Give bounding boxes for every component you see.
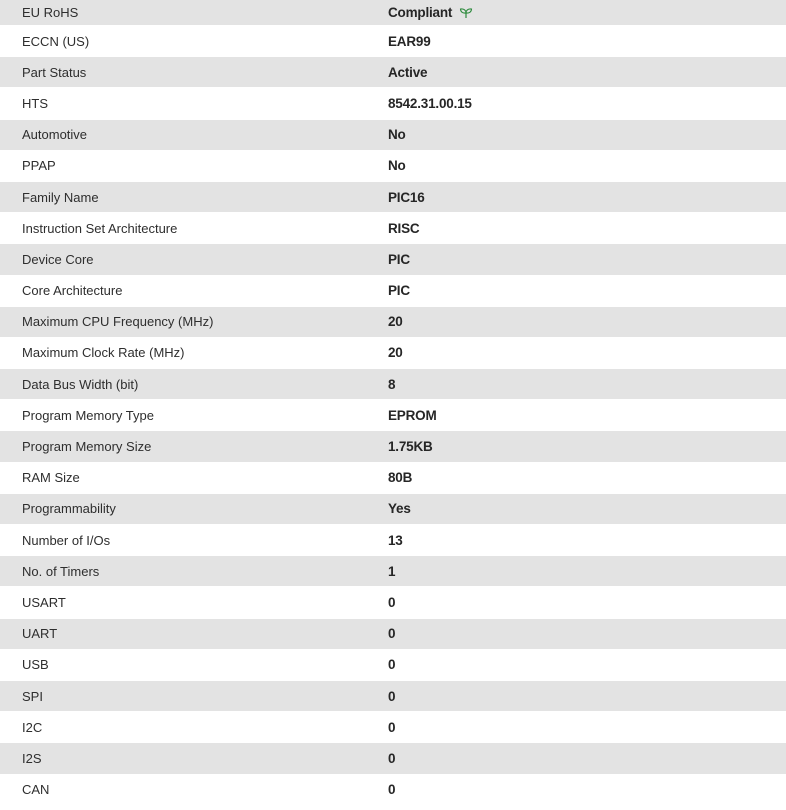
spec-row-isa xyxy=(0,213,786,244)
spec-row-usb xyxy=(0,650,786,681)
spec-label: USART xyxy=(22,594,66,610)
spec-value: 0 xyxy=(388,719,396,735)
spec-label: I2C xyxy=(22,719,43,735)
spec-row-i2s xyxy=(0,743,786,774)
spec-label: Automotive xyxy=(22,127,88,143)
spec-value: 80B xyxy=(388,470,413,486)
spec-label: RAM Size xyxy=(22,470,80,486)
spec-label: PPAP xyxy=(22,158,56,174)
spec-row-family-name xyxy=(0,182,786,213)
spec-value: No xyxy=(388,158,406,174)
spec-label: ECCN (US) xyxy=(22,33,90,49)
spec-row-part-status xyxy=(0,57,786,88)
spec-value: 0 xyxy=(388,657,396,673)
spec-label: Data Bus Width (bit) xyxy=(22,376,139,392)
spec-label: USB xyxy=(22,657,49,673)
spec-row-ppap xyxy=(0,151,786,182)
spec-row-eu-rohs xyxy=(0,0,786,26)
spec-label: SPI xyxy=(22,688,43,704)
spec-row-programmability xyxy=(0,494,786,525)
spec-label: EU RoHS xyxy=(22,5,79,20)
spec-row-uart xyxy=(0,619,786,650)
spec-label: Family Name xyxy=(22,189,99,205)
spec-value: 20 xyxy=(388,345,403,361)
spec-label: Core Architecture xyxy=(22,283,123,299)
spec-row-max-clock-rate xyxy=(0,338,786,369)
spec-label: HTS xyxy=(22,95,48,111)
spec-row-ram-size xyxy=(0,463,786,494)
spec-value: PIC16 xyxy=(388,189,425,205)
spec-value-text: Compliant xyxy=(388,5,453,20)
spec-value xyxy=(388,5,786,20)
spec-value: 20 xyxy=(388,314,403,330)
spec-row-i2c xyxy=(0,712,786,743)
spec-row-max-cpu-frequency xyxy=(0,307,786,338)
spec-row-timers xyxy=(0,556,786,587)
spec-label: UART xyxy=(22,626,58,642)
spec-label: Device Core xyxy=(22,251,94,267)
spec-value: No xyxy=(388,127,406,143)
spec-row-program-memory-size xyxy=(0,431,786,462)
spec-value: 0 xyxy=(388,782,396,798)
spec-label: CAN xyxy=(22,782,50,798)
spec-value: 13 xyxy=(388,532,403,548)
spec-value: Active xyxy=(388,64,428,80)
spec-value: EAR99 xyxy=(388,33,431,49)
spec-row-hts xyxy=(0,88,786,119)
spec-value: 8 xyxy=(388,376,396,392)
spec-value: EPROM xyxy=(388,407,437,423)
spec-row-device-core xyxy=(0,244,786,275)
spec-label: Number of I/Os xyxy=(22,532,111,548)
leaf-icon xyxy=(459,6,473,20)
spec-label: Maximum CPU Frequency (MHz) xyxy=(22,314,214,330)
spec-value: 1.75KB xyxy=(388,439,433,455)
spec-value: 0 xyxy=(388,688,396,704)
spec-label: No. of Timers xyxy=(22,563,100,579)
spec-row-program-memory-type xyxy=(0,400,786,431)
spec-row-automotive xyxy=(0,120,786,151)
spec-row-spi xyxy=(0,681,786,712)
spec-value: PIC xyxy=(388,251,410,267)
spec-row-can xyxy=(0,775,786,806)
spec-row-eccn xyxy=(0,26,786,57)
spec-value: RISC xyxy=(388,220,420,236)
spec-label: I2S xyxy=(22,750,42,766)
spec-value: 0 xyxy=(388,626,396,642)
spec-value: Yes xyxy=(388,501,411,517)
spec-value: 8542.31.00.15 xyxy=(388,95,472,111)
spec-row-core-architecture xyxy=(0,276,786,307)
spec-row-number-of-ios xyxy=(0,525,786,556)
spec-label: Program Memory Type xyxy=(22,407,154,423)
spec-row-usart xyxy=(0,587,786,618)
spec-label: Instruction Set Architecture xyxy=(22,220,178,236)
spec-value: 0 xyxy=(388,750,396,766)
spec-label: Programmability xyxy=(22,501,116,517)
spec-row-data-bus-width xyxy=(0,369,786,400)
spec-label: Part Status xyxy=(22,64,87,80)
spec-value: 1 xyxy=(388,563,396,579)
spec-value: PIC xyxy=(388,283,410,299)
spec-label: Maximum Clock Rate (MHz) xyxy=(22,345,185,361)
spec-label: Program Memory Size xyxy=(22,439,152,455)
spec-value: 0 xyxy=(388,594,396,610)
